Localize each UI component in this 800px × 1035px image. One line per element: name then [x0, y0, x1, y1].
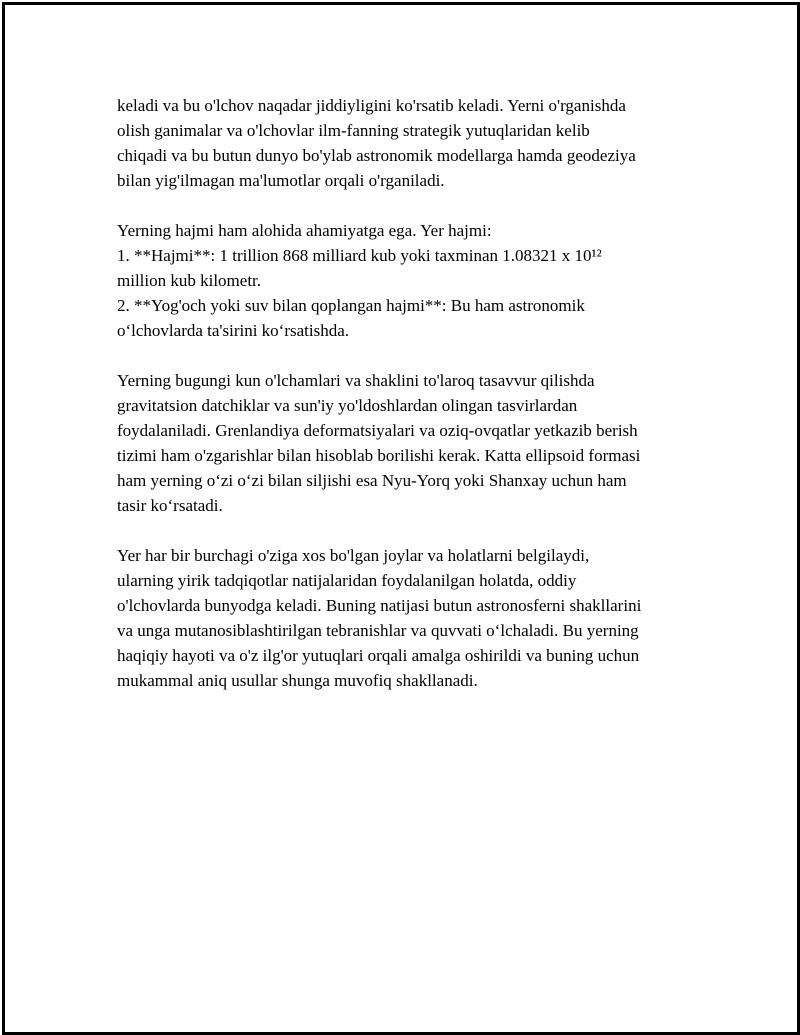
paragraph	[117, 368, 697, 518]
paragraph	[117, 93, 697, 193]
text-line: o‘lchovlarda ta'sirini ko‘rsatishda.	[117, 321, 350, 340]
text-line: va unga mutanosiblashtirilgan tebranishlar va quvvati o‘lchaladi. Bu yerning	[117, 621, 639, 640]
text-line: o'lchovlarda bunyodga keladi. Buning natijasi butun astronosferni shakllarini	[117, 596, 642, 615]
text-line: chiqadi va bu butun dunyo bo'ylab astronomik modellarga hamda geodeziya	[117, 146, 636, 165]
document-body	[117, 93, 697, 718]
text-line: ham yerning o‘zi o‘zi bilan siljishi esa Nyu-Yorq yoki Shanxay uchun ham	[117, 471, 627, 490]
text-line: tasir ko‘rsatadi.	[117, 496, 223, 515]
text-line: gravitatsion datchiklar va sun'iy yo'ldoshlardan olingan tasvirlardan	[117, 396, 578, 415]
text-line: Yerning bugungi kun o'lchamlari va shaklini to'laroq tasavvur qilishda	[117, 371, 595, 390]
text-line: ularning yirik tadqiqotlar natijalaridan foydalanilgan holatda, oddiy	[117, 571, 577, 590]
text-line: haqiqiy hayoti va o'z ilg'or yutuqlari orqali amalga oshirildi va buning uchun	[117, 646, 640, 665]
text-line: million kub kilometr.	[117, 271, 262, 290]
text-line: mukammal aniq usullar shunga muvofiq shakllanadi.	[117, 671, 478, 690]
text-line: tizimi ham o'zgarishlar bilan hisoblab borilishi kerak. Katta ellipsoid formasi	[117, 446, 641, 465]
list-item: 2. **Yog'och yoki suv bilan qoplangan hajmi**: Bu ham astronomik	[117, 296, 585, 315]
text-line: Yerning hajmi ham alohida ahamiyatga ega. Yer hajmi:	[117, 221, 492, 240]
text-line: foydalaniladi. Grenlandiya deformatsiyalari va oziq-ovqatlar yetkazib berish	[117, 421, 638, 440]
text-line: olish ganimalar va o'lchovlar ilm-fanning strategik yutuqlaridan kelib	[117, 121, 590, 140]
paragraph	[117, 218, 697, 343]
list-item: 1. **Hajmi**: 1 trillion 868 milliard kub yoki taxminan 1.08321 x 10¹²	[117, 246, 602, 265]
text-line: Yer har bir burchagi o'ziga xos bo'lgan joylar va holatlarni belgilaydi,	[117, 546, 590, 565]
text-line: bilan yig'ilmagan ma'lumotlar orqali o'rganiladi.	[117, 171, 445, 190]
paragraph	[117, 543, 697, 693]
text-line: keladi va bu o'lchov naqadar jiddiyligini ko'rsatib keladi. Yerni o'rganishda	[117, 96, 626, 115]
